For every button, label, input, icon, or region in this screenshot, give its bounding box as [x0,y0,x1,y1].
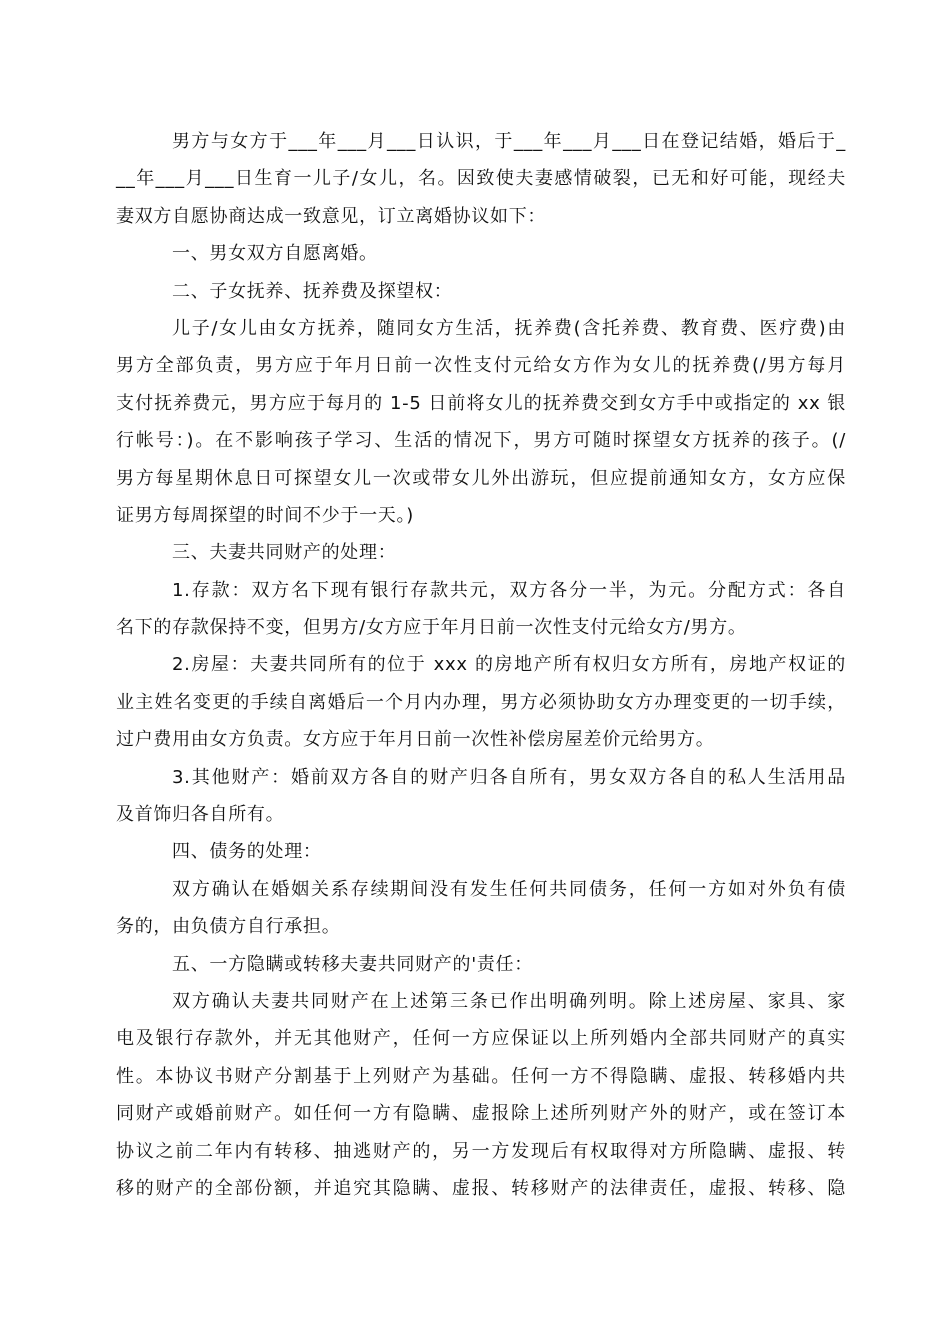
text-line: 业主姓名变更的手续自离婚后一个月内办理，男方必须协助女方办理变更的一切手续， [116,691,846,713]
text-line: 二、子女抚养、抚养费及探望权： [172,280,453,302]
text-line: 男方每星期休息日可探望女儿一次或带女儿外出游玩，但应提前通知女方，女方应保 [116,467,846,489]
text-line: 及首饰归各自所有。 [116,804,285,826]
text-line: 儿子/女儿由女方抚养，随同女方生活，抚养费(含托养费、教育费、医疗费)由 [172,317,846,339]
text-line: 双方确认夫妻共同财产在上述第三条已作出明确列明。除上述房屋、家具、家 [172,990,846,1012]
text-line: 1.存款：双方名下现有银行存款共元，双方各分一半，为元。分配方式：各自 [172,579,846,601]
text-line: 一、男女双方自愿离婚。 [172,243,378,265]
text-line: 男方全部负责，男方应于年月日前一次性支付元给女方作为女儿的抚养费(/男方每月 [116,355,846,377]
text-line: 移的财产的全部份额，并追究其隐瞒、虚报、转移财产的法律责任，虚报、转移、隐 [116,1177,846,1199]
agreement-body [116,123,846,1207]
text-line: 证男方每周探望的时间不少于一天。) [116,504,414,526]
text-line: 过户费用由女方负责。女方应于年月日前一次性补偿房屋差价元给男方。 [116,729,715,751]
text-line: 四、债务的处理： [172,841,322,863]
text-line: 同财产或婚前财产。如任何一方有隐瞒、虚报除上述所列财产外的财产，或在签订本 [116,1103,846,1125]
text-line: 五、一方隐瞒或转移夫妻共同财产的'责任： [172,953,533,975]
text-line: 双方确认在婚姻关系存续期间没有发生任何共同债务，任何一方如对外负有债 [172,878,846,900]
text-line: 2.房屋：夫妻共同所有的位于 xxx 的房地产所有权归女方所有，房地产权证的 [172,654,846,676]
text-line: 支付抚养费元，男方应于每月的 1-5 日前将女儿的抚养费交到女方手中或指定的 xx 银 [116,392,846,414]
text-line: 性。本协议书财产分割基于上列财产为基础。任何一方不得隐瞒、虚报、转移婚内共 [116,1065,846,1087]
text-line: 电及银行存款外，并无其他财产，任何一方应保证以上所列婚内全部共同财产的真实 [116,1028,846,1050]
text-line: 行帐号：)。在不影响孩子学习、生活的情况下，男方可随时探望女方抚养的孩子。(/ [116,430,846,452]
text-line: 妻双方自愿协商达成一致意见，订立离婚协议如下： [116,205,547,227]
text-line: 协议之前二年内有转移、抽逃财产的，另一方发现后有权取得对方所隐瞒、虚报、转 [116,1140,846,1162]
text-line: 3.其他财产：婚前双方各自的财产归各自所有，男女双方各自的私人生活用品 [172,766,846,788]
text-line: __年___月___日生育一儿子/女儿，名。因致使夫妻感情破裂，已无和好可能，现经夫 [116,168,846,190]
text-line: 三、夫妻共同财产的处理： [172,542,397,564]
text-line: 名下的存款保持不变，但男方/女方应于年月日前一次性支付元给女方/男方。 [116,617,747,639]
text-line: 务的，由负债方自行承担。 [116,916,341,938]
text-line: 男方与女方于___年___月___日认识，于___年___月___日在登记结婚，婚后于_ [172,131,846,152]
